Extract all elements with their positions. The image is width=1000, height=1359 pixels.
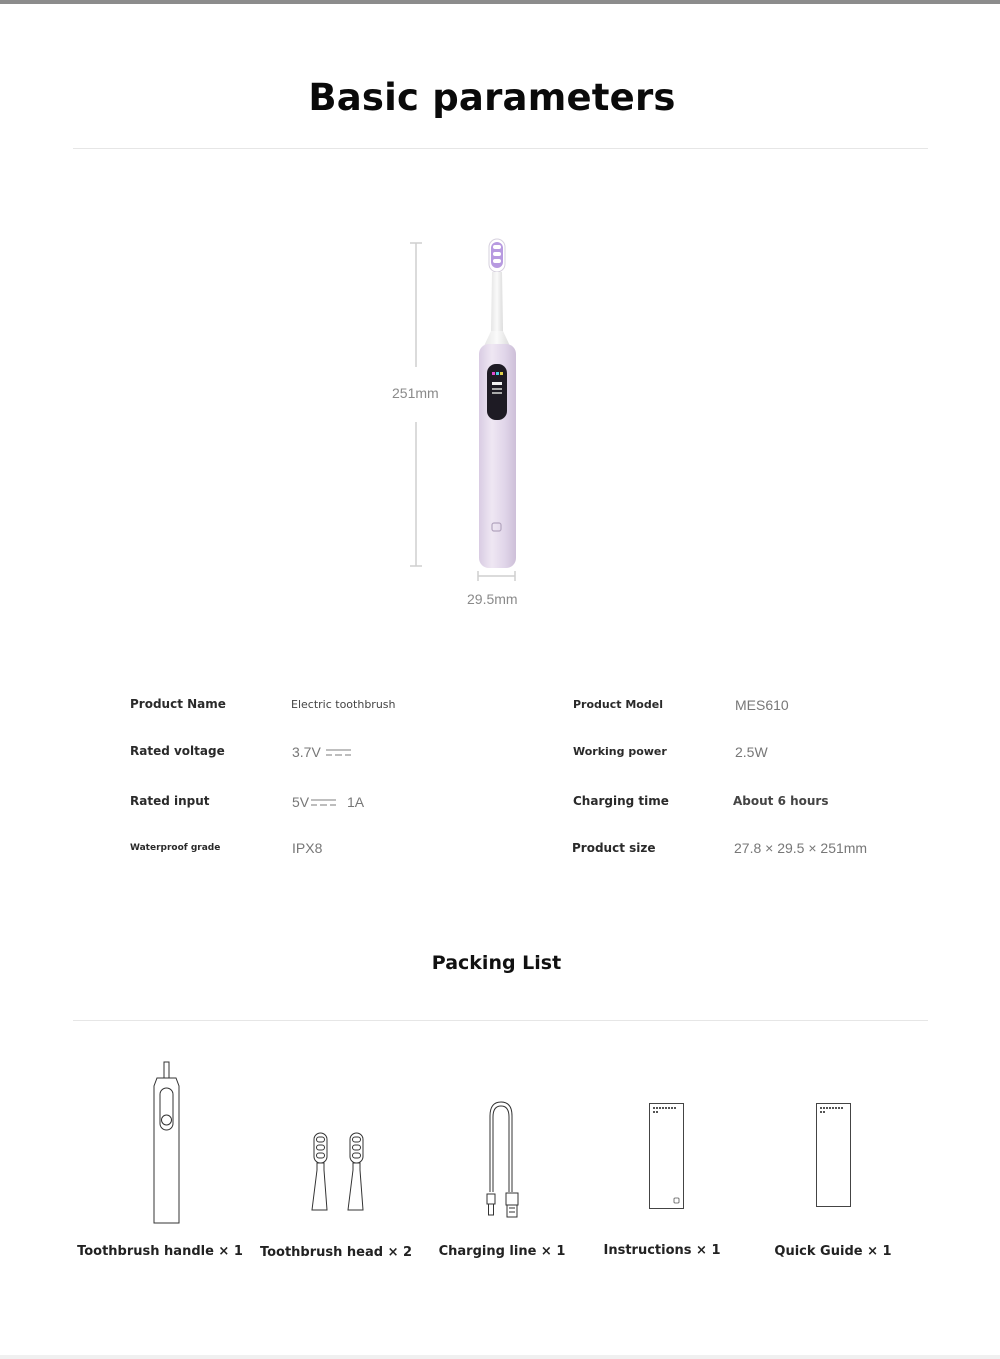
packing-item-heads-label: Toothbrush head × 2: [259, 1245, 413, 1260]
spec-label-waterproof-grade: Waterproof grade: [130, 843, 221, 853]
height-label: 251mm: [392, 385, 439, 401]
dc-symbol-icon: [310, 798, 337, 807]
spec-label-product-name: Product Name: [130, 697, 226, 711]
spec-label-product-model: Product Model: [573, 698, 663, 711]
quick-guide-booklet-icon: [815, 1102, 853, 1210]
packing-item-cable-label: Charging line × 1: [438, 1244, 566, 1259]
bottom-border: [0, 1355, 1000, 1359]
toothbrush-heads-icon: [308, 1130, 368, 1216]
spec-value-product-name: Electric toothbrush: [291, 698, 396, 711]
spec-label-rated-voltage: Rated voltage: [130, 744, 225, 758]
spec-value-product-size: 27.8 × 29.5 × 251mm: [734, 840, 868, 856]
toothbrush-product-image: [470, 236, 526, 572]
spec-value-charging-time: About 6 hours: [733, 794, 829, 808]
spec-value-rated-input: [292, 794, 364, 810]
width-label: 29.5mm: [467, 591, 518, 607]
packing-item-handle-label: Toothbrush handle × 1: [77, 1244, 243, 1259]
top-border: [0, 0, 1000, 4]
packing-item-instructions-label: Instructions × 1: [603, 1243, 721, 1258]
title-divider: [73, 148, 928, 149]
page-title: Basic parameters: [308, 76, 676, 119]
spec-label-working-power: Working power: [573, 745, 667, 758]
charging-cable-icon: [482, 1100, 522, 1220]
rated-input-voltage: 5V: [292, 794, 310, 810]
spec-label-product-size: Product size: [572, 841, 656, 855]
spec-value-rated-voltage: [292, 744, 354, 760]
instructions-booklet-icon: [648, 1102, 686, 1212]
height-dimension-line: [405, 240, 429, 570]
rated-input-current: 1A: [347, 794, 365, 810]
packing-item-quick-guide-label: Quick Guide × 1: [774, 1244, 892, 1259]
spec-value-product-model: MES610: [735, 697, 789, 713]
spec-value-working-power: 2.5W: [735, 744, 768, 760]
dc-symbol-icon: [325, 748, 352, 757]
toothbrush-handle-icon: [152, 1060, 182, 1226]
rated-voltage-text: 3.7V: [292, 744, 321, 760]
packing-divider: [73, 1020, 928, 1021]
spec-label-charging-time: Charging time: [573, 794, 669, 808]
spec-value-waterproof-grade: IPX8: [292, 840, 323, 856]
packing-list-title: Packing List: [431, 952, 562, 974]
spec-label-rated-input: Rated input: [130, 794, 210, 808]
